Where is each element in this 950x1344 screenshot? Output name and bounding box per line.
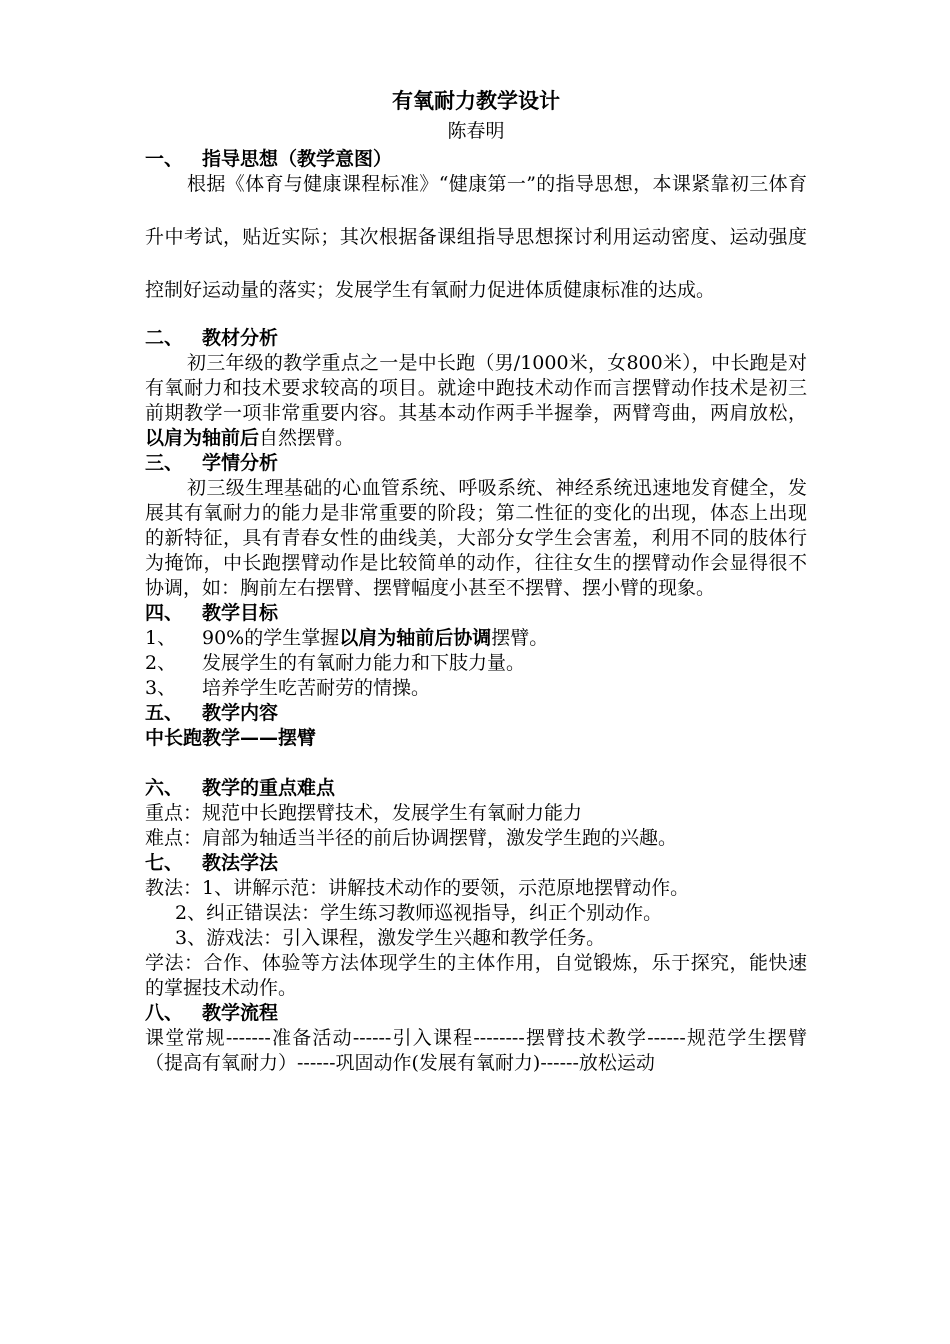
section-2-text-a: 初三年级的教学重点之一是中长跑（男/1000米，女800米），中长跑是对有氧耐力和技术要求较高的项目。就途中跑技术动作而言摆臂动作技术是初三前期教学一项非常重要内容。其基本动作两手半握拳，两臂弯曲，两肩放松， <box>145 352 807 424</box>
section-1-paragraph: 根据《体育与健康课程标准》“健康第一”的指导思想，本课紧靠初三体育升中考试，贴近实际；其次根据备课组指导思想探讨利用运动密度、运动强度控制好运动量的落实；发展学生有氧耐力促进体质健康标准的达成。 <box>145 173 807 301</box>
section-1-number: 一、 <box>145 148 184 170</box>
objective-text: 发展学生的有氧耐力能力和下肢力量。 <box>202 652 526 674</box>
method-2: 2、纠正错误法：学生练习教师巡视指导，纠正个别动作。 <box>175 902 663 924</box>
spacer <box>145 751 807 776</box>
objective-item <box>145 676 807 701</box>
spacer <box>145 317 807 326</box>
section-7-heading <box>145 851 807 876</box>
section-2-text-b: 自然摆臂。 <box>259 427 355 449</box>
objective-number: 1、 <box>145 627 177 649</box>
key-point: 重点：规范中长跑摆臂技术，发展学生有氧耐力能力 <box>145 802 583 824</box>
section-7-number: 七、 <box>145 852 184 874</box>
section-2-number: 二、 <box>145 327 184 349</box>
author-name: 陈春明 <box>447 120 505 142</box>
difficult-point: 难点：肩部为轴适当半径的前后协调摆臂，激发学生跑的兴趣。 <box>145 827 678 849</box>
objective-item <box>145 626 807 651</box>
section-5-number: 五、 <box>145 702 184 724</box>
section-2-paragraph <box>145 351 807 451</box>
section-6-title: 教学的重点难点 <box>202 777 336 799</box>
document-page <box>145 86 807 1076</box>
section-8-heading <box>145 1001 807 1026</box>
section-6-number: 六、 <box>145 777 184 799</box>
teaching-content: 中长跑教学——摆臂 <box>145 727 317 749</box>
section-2-text-bold: 以肩为轴前后 <box>145 427 260 449</box>
objective-text: 培养学生吃苦耐劳的情操。 <box>202 677 431 699</box>
section-5-heading <box>145 701 807 726</box>
section-3-heading <box>145 451 807 476</box>
method-3: 3、游戏法：引入课程，激发学生兴趣和教学任务。 <box>175 927 606 949</box>
section-2-title: 教材分析 <box>202 327 279 349</box>
section-4-title: 教学目标 <box>202 602 279 624</box>
section-4-heading <box>145 601 807 626</box>
section-7-title: 教法学法 <box>202 852 279 874</box>
section-5-title: 教学内容 <box>202 702 279 724</box>
objective-text-bold: 以肩为轴前后协调 <box>339 627 492 649</box>
section-8-title: 教学流程 <box>202 1002 279 1024</box>
document-title: 有氧耐力教学设计 <box>392 89 560 113</box>
objective-text-end: 摆臂。 <box>491 627 549 649</box>
section-1-title: 指导思想（教学意图） <box>202 148 393 170</box>
learning-method: 学法：合作、体验等方法体现学生的主体作用，自觉锻炼，乐于探究，能快速的掌握技术动作。 <box>145 952 807 999</box>
section-3-title: 学情分析 <box>202 452 279 474</box>
section-8-number: 八、 <box>145 1002 184 1024</box>
section-4-number: 四、 <box>145 602 184 624</box>
objective-number: 3、 <box>145 677 177 699</box>
method-1: 教法：1、讲解示范：讲解技术动作的要领，示范原地摆臂动作。 <box>145 877 690 899</box>
objective-number: 2、 <box>145 652 177 674</box>
teaching-flow: 课堂常规-------准备活动------引入课程--------摆臂技术教学------规范学生摆臂（提高有氧耐力）------巩固动作(发展有氧耐力)------放松运动 <box>145 1027 807 1074</box>
section-3-number: 三、 <box>145 452 184 474</box>
section-2-heading <box>145 326 807 351</box>
objective-text: 90%的学生掌握 <box>202 627 340 649</box>
objectives-list <box>145 626 807 701</box>
objective-item <box>145 651 807 676</box>
section-3-paragraph: 初三级生理基础的心血管系统、呼吸系统、神经系统迅速地发育健全，发展其有氧耐力的能力是非常重要的阶段；第二性征的变化的出现，体态上出现的新特征，具有青春女性的曲线美，大部分女学生会害羞，利用不同的肢体行为掩饰，中长跑摆臂动作是比较简单的动作，往往女生的摆臂动作会显得很不协调，如：胸前左右摆臂、摆臂幅度小甚至不摆臂、摆小臂的现象。 <box>145 477 807 599</box>
section-6-heading <box>145 776 807 801</box>
